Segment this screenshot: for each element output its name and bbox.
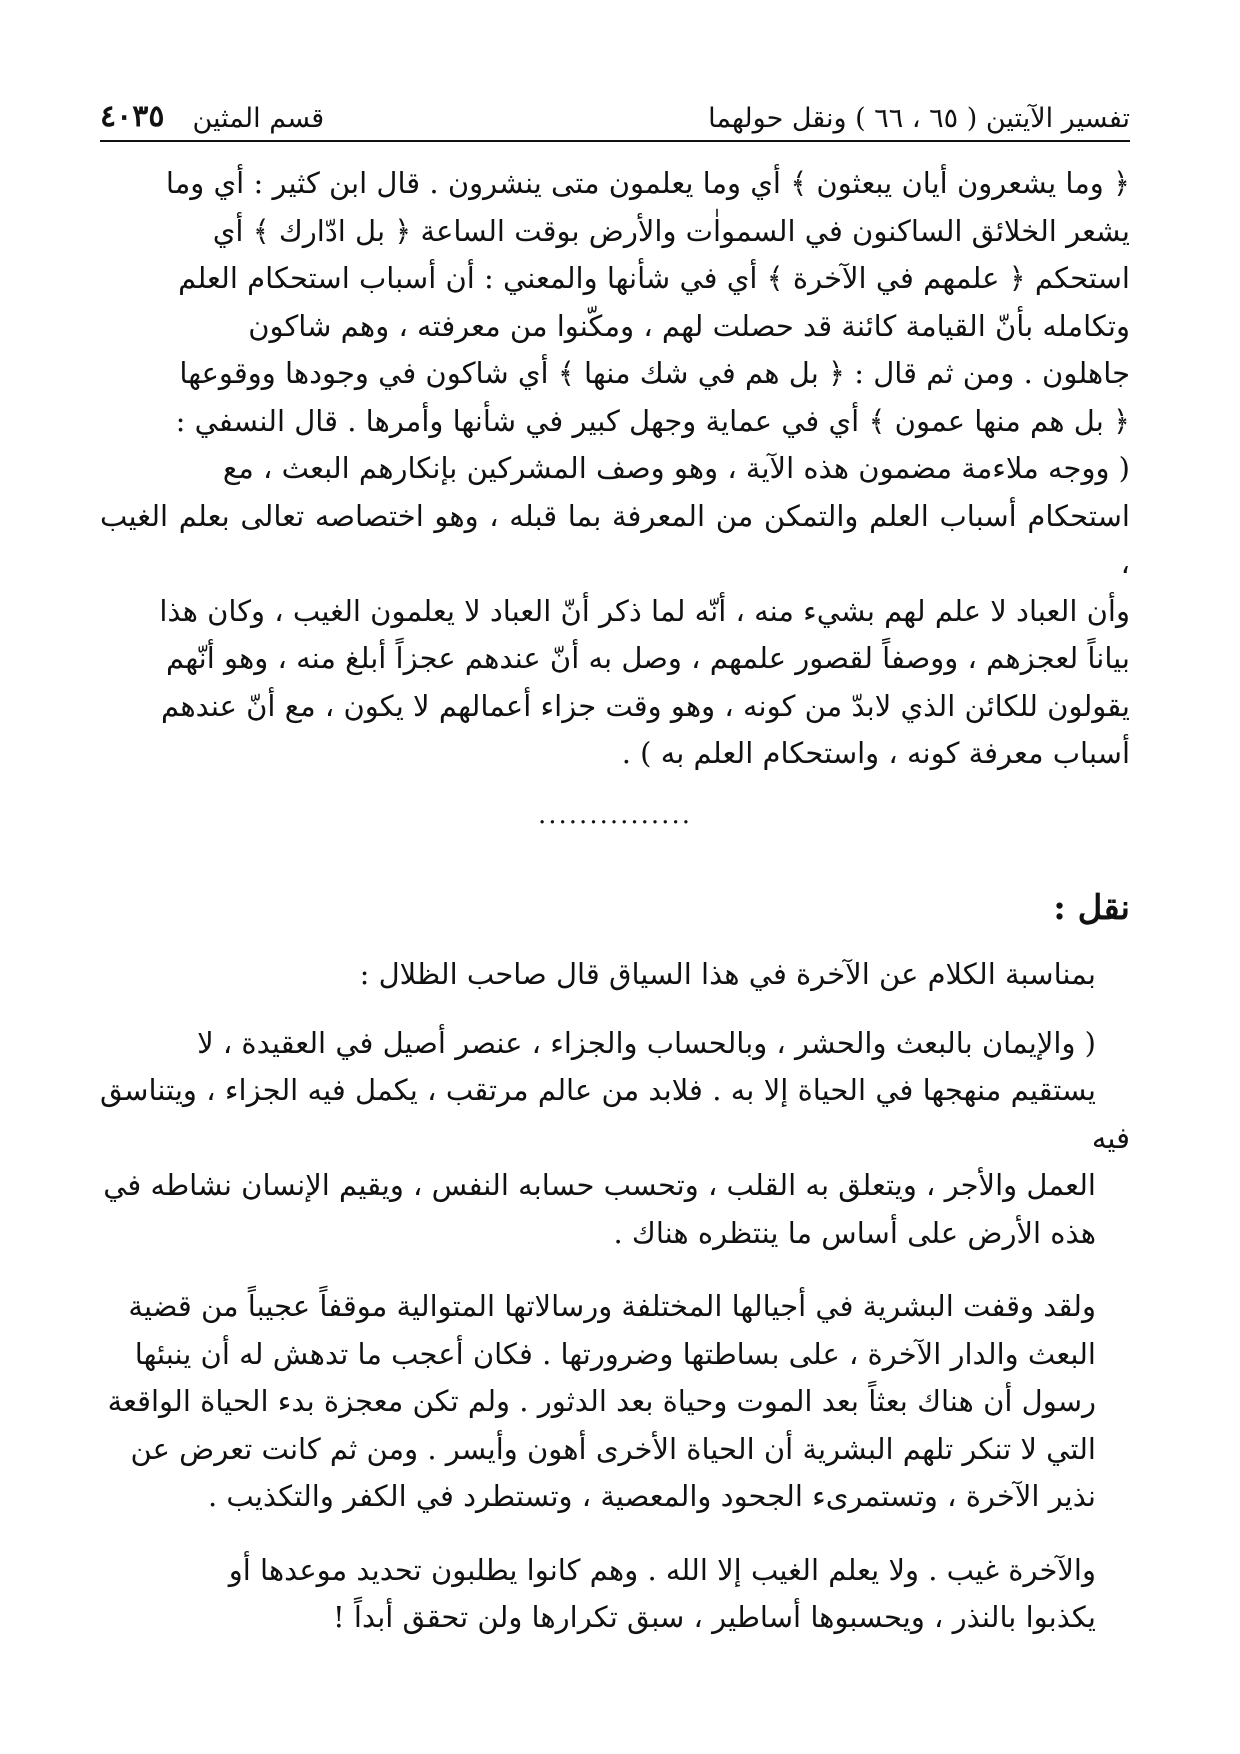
tafsir-paragraph (100, 160, 1130, 778)
page-number: ٤٠٣٥ (100, 99, 165, 134)
text-line: ﴿ وما يشعرون أيان يبعثون ﴾ أي وما يعلمون متى ينشرون . قال ابن كثير : أي وما (165, 166, 1130, 200)
text-line: رسول أن هناك بعثاً بعد الموت وحياة بعد الدثور . ولم تكن معجزة بدء الحياة الواقعة (107, 1384, 1096, 1418)
text-line: جاهلون . ومن ثم قال : ﴿ بل هم في شك منها ﴾ أي شاكون في وجودها ووقوعها (179, 356, 1130, 390)
text-line: ولقد وقفت البشرية في أجيالها المختلفة ورسالاتها المتوالية موقفاً عجيباً من قضية (128, 1289, 1096, 1323)
text-line: التي لا تنكر تلهم البشرية أن الحياة الأخرى أهون وأيسر . ومن ثم كانت تعرض عن (130, 1431, 1096, 1466)
text-line: يقولون للكائن الذي لابدّ من كونه ، وهو وقت جزاء أعمالهم لا يكون ، مع أنّ عندهم (161, 688, 1130, 723)
header-section-block (100, 99, 324, 134)
text-line: والآخرة غيب . ولا يعلم الغيب إلا الله . وهم كانوا يطلبون تحديد موعدها أو (228, 1552, 1096, 1587)
running-title: تفسير الآيتين ( ٦٥ ، ٦٦ ) ونقل حولهما (708, 103, 1130, 134)
text-line: وأن العباد لا علم لهم بشيء منه ، أنّه لما ذكر أنّ العباد لا يعلمون الغيب ، وكان هذا (159, 593, 1130, 628)
section-name: قسم المثين (192, 103, 325, 134)
text-line: ( ووجه ملاءمة مضمون هذه الآية ، وهو وصف المشركين بإنكارهم البعث ، مع (222, 451, 1130, 485)
text-line: ﴿ بل هم منها عمون ﴾ أي في عماية وجهل كبير في شأنها وأمرها . قال النسفي : (175, 403, 1130, 438)
page-body (100, 160, 1130, 1642)
text-line: ( والإيمان بالبعث والحشر ، وبالحساب والجزاء ، عنصر أصيل في العقيدة ، لا (197, 1025, 1096, 1060)
section-separator: ............... (538, 799, 692, 830)
page-header (100, 86, 1130, 134)
text-line: يستقيم منهجها في الحياة إلا به . فلابد من عالم مرتقب ، يكمل فيه الجزاء ، ويتناسق فيه (100, 1073, 1130, 1155)
text-line: استحكم ﴿ علمهم في الآخرة ﴾ أي في شأنها والمعني : أن أسباب استحكام العلم (178, 261, 1130, 295)
text-line: البعث والدار الآخرة ، على بساطتها وضرورتها . فكان أعجب ما تدهش له أن ينبئها (134, 1336, 1096, 1371)
text-line: نذير الآخرة ، وتستمرىء الجحود والمعصية ، وتستطرد في الكفر والتكذيب . (208, 1479, 1096, 1513)
text-line: وتكامله بأنّ القيامة كائنة قد حصلت لهم ، ومكّنوا من معرفته ، وهم شاكون (248, 308, 1130, 343)
text-line: بياناً لعجزهم ، ووصفاً لقصور علمهم ، وصل به أنّ عندهم عجزاً أبلغ منه ، وهو أنّهم (166, 641, 1130, 675)
quote-paragraph (100, 1547, 1130, 1642)
quote-paragraph (100, 1020, 1130, 1258)
text-line: يكذبوا بالنذر ، ويحسبوها أساطير ، سبق تكرارها ولن تحقق أبداً ! (333, 1600, 1096, 1634)
text-line: العمل والأجر ، ويتعلق به القلب ، وتحسب حسابه النفس ، ويقيم الإنسان نشاطه في (103, 1168, 1096, 1202)
naql-heading: نقل : (1053, 887, 1130, 928)
text-line: هذه الأرض على أساس ما ينتظره هناك . (613, 1215, 1096, 1250)
text-line: استحكام أسباب العلم والتمكن من المعرفة بما قبله ، وهو اختصاصه تعالى بعلم الغيب ، (100, 498, 1130, 580)
header-rule (100, 140, 1130, 142)
text-line: أسباب معرفة كونه ، واستحكام العلم به ) . (621, 736, 1130, 770)
text-line: يشعر الخلائق الساكنون في السمواٰت والأرض بوقت الساعة ﴿ بل ادّارك ﴾ أي (212, 213, 1130, 248)
quote-paragraph (100, 1283, 1130, 1521)
naql-intro: بمناسبة الكلام عن الآخرة في هذا السياق قال صاحب الظلال : (359, 956, 1096, 991)
